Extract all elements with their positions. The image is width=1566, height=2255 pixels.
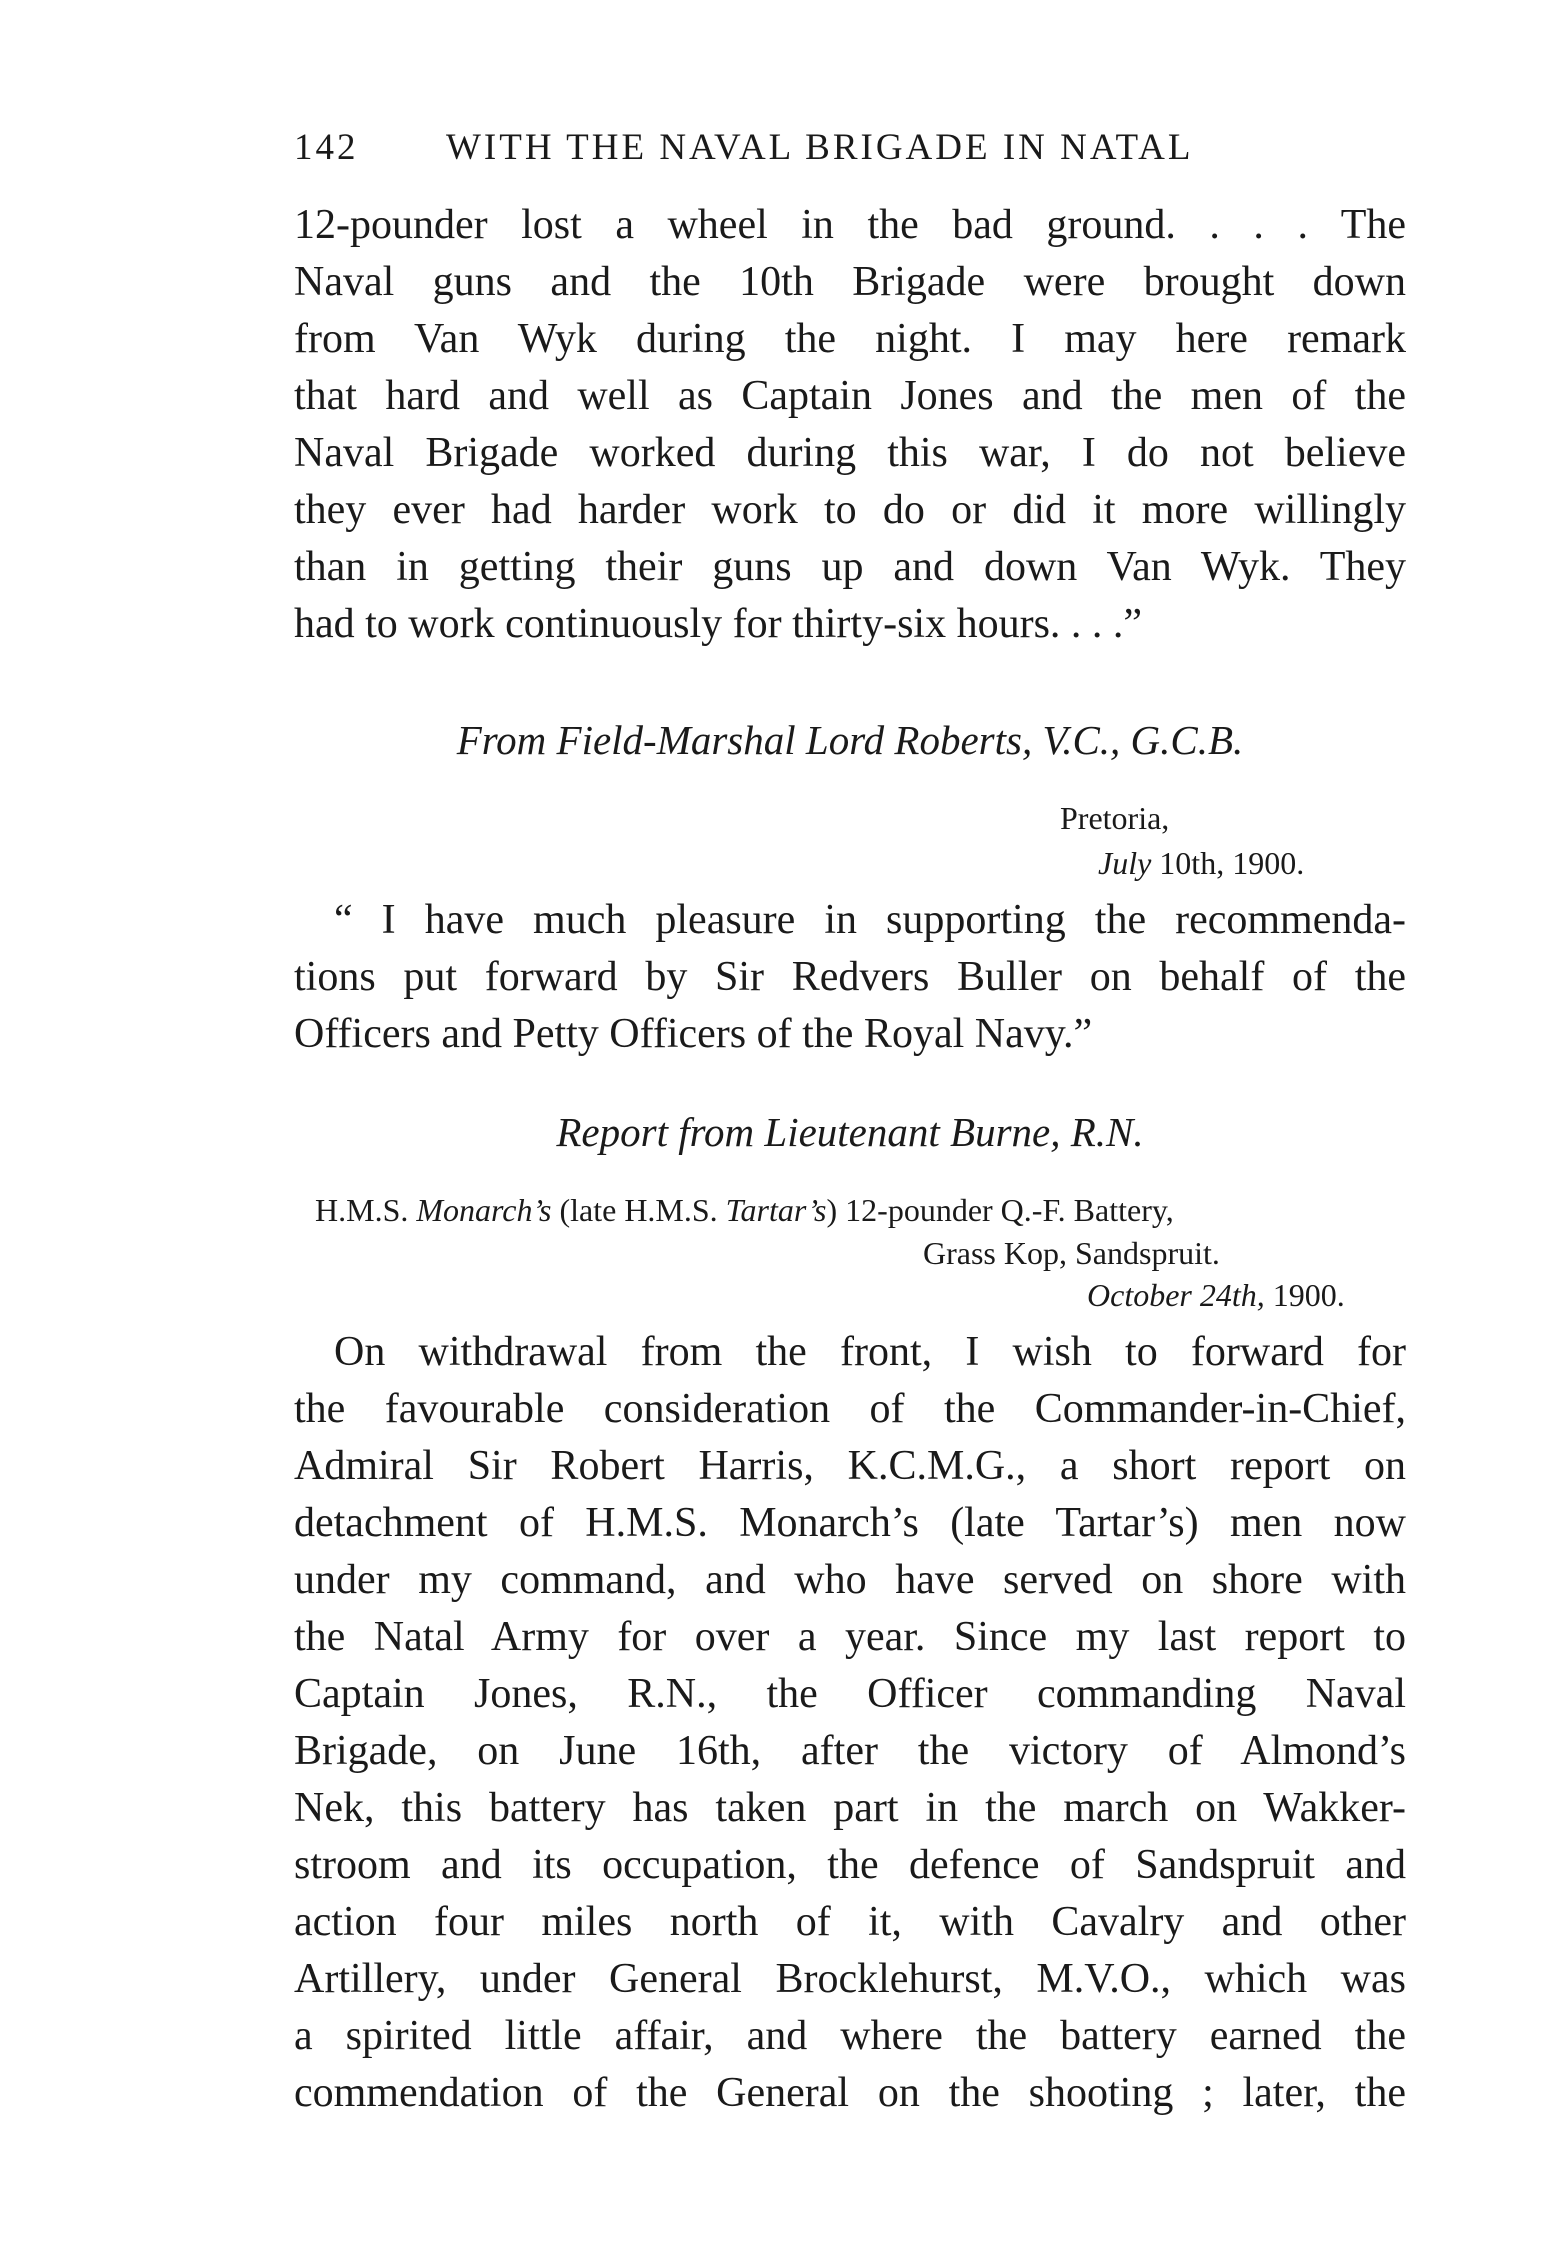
text-line: detachment of H.M.S. Monarch’s (late Tartar’s) men now: [294, 1500, 1406, 1546]
text-line: Brigade, on June 16th, after the victory of Almond’s: [294, 1728, 1406, 1774]
text-line: had to work continuously for thirty-six hours. . . .”: [294, 601, 1143, 647]
text-line: under my command, and who have served on shore with: [294, 1557, 1406, 1603]
text-line: than in getting their guns up and down Van Wyk. They: [294, 544, 1406, 590]
text-line: the Natal Army for over a year. Since my last report to: [294, 1614, 1406, 1660]
text-line: Admiral Sir Robert Harris, K.C.M.G., a short report on: [294, 1443, 1406, 1489]
text-line: commendation of the General on the shooting ; later, the: [294, 2070, 1406, 2116]
running-head: [294, 126, 1404, 169]
section-heading-roberts: From Field-Marshal Lord Roberts, V.C., G.C.B.: [456, 717, 1244, 763]
paragraph-burne-report: [294, 1324, 1406, 2122]
text-line: they ever had harder work to do or did it more willingly: [294, 487, 1406, 533]
letter-date: [1098, 845, 1304, 882]
text-line: 12-pounder lost a wheel in the bad ground. . . . The: [294, 202, 1406, 248]
letter-address-line-2: Grass Kop, Sandspruit.: [923, 1235, 1220, 1271]
text-line: tions put forward by Sir Redvers Buller on behalf of the: [294, 954, 1406, 1000]
text-line: from Van Wyk during the night. I may here remark: [294, 316, 1406, 362]
text-line: that hard and well as Captain Jones and the men of the: [294, 373, 1406, 419]
letter-date-month: July: [1098, 845, 1152, 881]
page-number: 142: [294, 127, 359, 168]
letter-place: Pretoria,: [1060, 800, 1170, 836]
text-line: a spirited little affair, and where the battery earned the: [294, 2013, 1406, 2059]
address-text: (late H.M.S.: [551, 1192, 726, 1228]
address-text: ) 12-pounder Q.-F. Battery,: [826, 1192, 1174, 1228]
text-line: Naval guns and the 10th Brigade were brought down: [294, 259, 1406, 305]
text-line: On withdrawal from the front, I wish to forward for: [334, 1329, 1406, 1375]
letter-address-line-1: [315, 1192, 1174, 1229]
text-line: Artillery, under General Brocklehurst, M.V.O., which was: [294, 1956, 1406, 2002]
date-text: October 24th,: [1087, 1277, 1265, 1313]
text-line: the favourable consideration of the Commander-in-Chief,: [294, 1386, 1406, 1432]
ship-name: Monarch’s: [416, 1192, 552, 1228]
paragraph-van-wyk: [294, 197, 1406, 653]
section-heading-burne: Report from Lieutenant Burne, R.N.: [556, 1109, 1144, 1155]
text-line: “ I have much pleasure in supporting the recommenda-: [334, 897, 1406, 943]
letter-date-burne: [1087, 1277, 1345, 1314]
address-text: H.M.S.: [315, 1192, 417, 1228]
text-line: Officers and Petty Officers of the Royal Navy.”: [294, 1011, 1093, 1057]
text-line: action four miles north of it, with Cavalry and other: [294, 1899, 1406, 1945]
date-text: 1900.: [1264, 1277, 1345, 1313]
letter-date-rest: 10th, 1900.: [1151, 845, 1305, 881]
paragraph-roberts-quote: [294, 892, 1406, 1063]
text-line: Captain Jones, R.N., the Officer commanding Naval: [294, 1671, 1406, 1717]
running-title: WITH THE NAVAL BRIGADE IN NATAL: [446, 127, 1194, 168]
text-line: Nek, this battery has taken part in the march on Wakker-: [294, 1785, 1406, 1831]
text-line: stroom and its occupation, the defence of Sandspruit and: [294, 1842, 1406, 1888]
text-line: Naval Brigade worked during this war, I do not believe: [294, 430, 1406, 476]
ship-name: Tartar’s: [725, 1192, 827, 1228]
